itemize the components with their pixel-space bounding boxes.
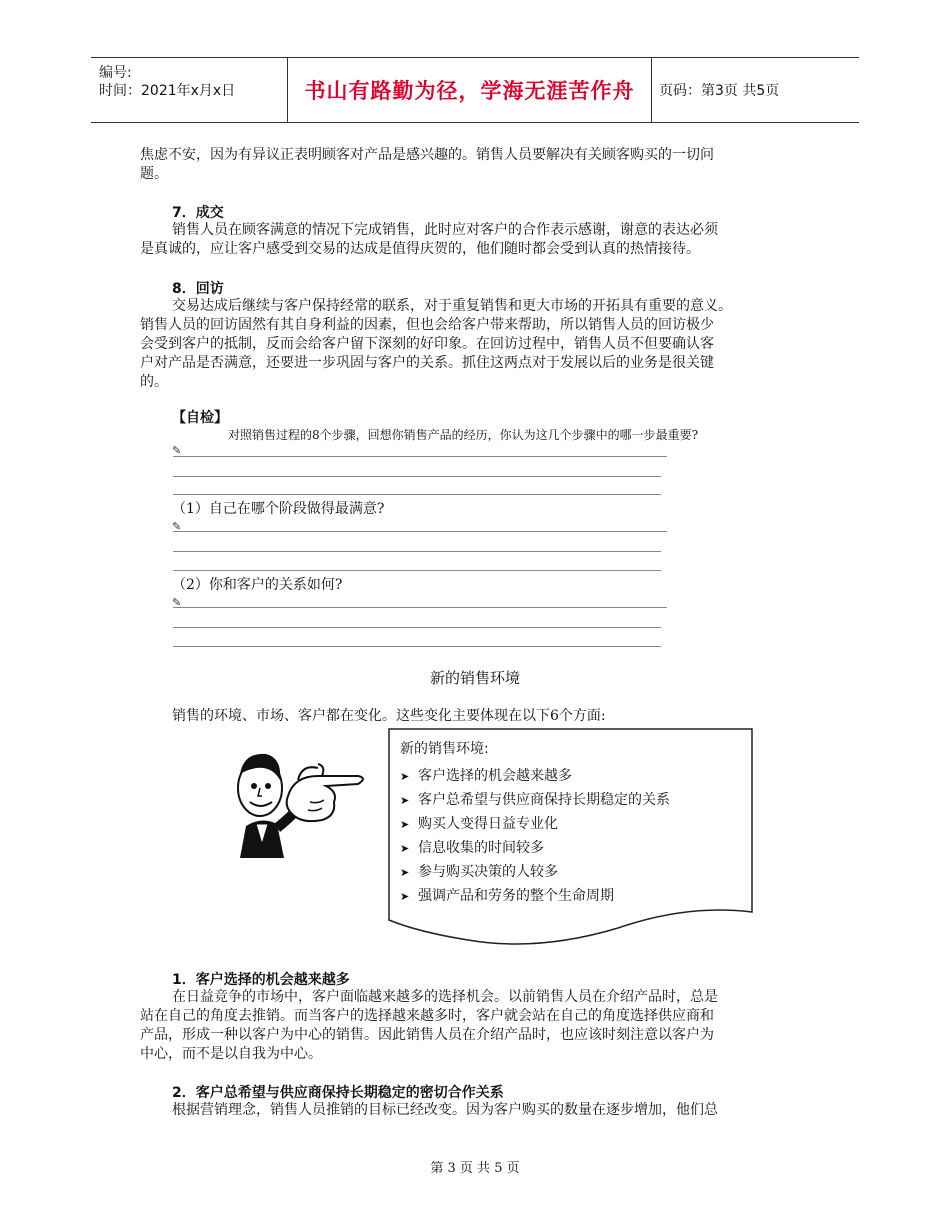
- selfcheck-prompt: 对照销售过程的8个步骤，回想你销售产品的经历，你认为这几个步骤中的哪一步最重要?: [228, 428, 699, 442]
- paragraph-line: 会受到客户的抵制，反而会给客户留下深刻的好印象。在回访过程中，销售人员不但要确认客: [140, 336, 714, 352]
- env-item: [400, 764, 670, 788]
- env-item-label: 客户总希望与供应商保持长期稳定的关系: [418, 792, 670, 808]
- env-item-label: 客户选择的机会越来越多: [418, 768, 572, 784]
- answer-line[interactable]: [173, 570, 661, 571]
- env-intro: 销售的环境、市场、客户都在变化。这些变化主要体现在以下6个方面:: [172, 708, 606, 724]
- env-item-list: [400, 764, 670, 908]
- header-page-info: 页码：第3页 共5页: [659, 83, 780, 99]
- paragraph-line: 的。: [140, 374, 168, 390]
- env-item: [400, 836, 670, 860]
- answer-line[interactable]: [173, 646, 661, 647]
- callout-title: 新的销售环境:: [400, 741, 489, 757]
- arrow-bullet-icon: ➤: [400, 818, 410, 831]
- doc-time-label: 时间：2021年x月x日: [99, 83, 236, 99]
- paragraph-line: 产品，形成一种以客户为中心的销售。因此销售人员在介绍产品时，也应该时刻注意以客户为: [140, 1027, 714, 1043]
- arrow-bullet-icon: ➤: [400, 842, 410, 855]
- section-heading-7: 7．成交: [172, 205, 224, 221]
- paragraph-line: 交易达成后继续与客户保持经常的联系，对于重复销售和更大市场的开拓具有重要的意义。: [172, 298, 732, 314]
- paragraph-line: 销售人员在顾客满意的情况下完成销售，此时应对客户的合作表示感谢，谢意的表达必须: [172, 222, 718, 238]
- page-header: [91, 57, 859, 123]
- env-item-label: 购买人变得日益专业化: [418, 816, 558, 832]
- arrow-bullet-icon: ➤: [400, 890, 410, 903]
- section-heading-1: 1．客户选择的机会越来越多: [172, 972, 350, 988]
- env-item: [400, 860, 670, 884]
- env-item-label: 信息收集的时间较多: [418, 840, 544, 856]
- answer-line[interactable]: [173, 551, 661, 552]
- header-motto: 书山有路勤为径，学海无涯苦作舟: [287, 58, 652, 122]
- paragraph-line: 题。: [140, 166, 168, 182]
- paragraph-line: 站在自己的角度去推销。而当客户的选择越来越多时，客户就会站在自己的角度选择供应商和: [140, 1008, 714, 1024]
- paragraph-line: 销售人员的回访固然有其自身利益的因素，但也会给客户带来帮助，所以销售人员的回访极少: [140, 317, 714, 333]
- paragraph-line: 中心，而不是以自我为中心。: [140, 1046, 322, 1062]
- paragraph-line: 是真诚的，应让客户感受到交易的达成是值得庆贺的，他们随时都会受到认真的热情接待。: [140, 241, 700, 257]
- pen-icon: ✎: [172, 444, 182, 457]
- env-item: [400, 812, 670, 836]
- selfcheck-question-1: （1）自己在哪个阶段做得最满意?: [172, 501, 385, 517]
- cartoon-salesman-illustration: [222, 746, 382, 861]
- env-item-label: 强调产品和劳务的整个生命周期: [418, 888, 614, 904]
- arrow-bullet-icon: ➤: [400, 794, 410, 807]
- selfcheck-title: 【自检】: [172, 410, 228, 426]
- arrow-bullet-icon: ➤: [400, 770, 410, 783]
- paragraph-line: 在日益竞争的市场中，客户面临越来越多的选择机会。以前销售人员在介绍产品时，总是: [172, 989, 718, 1005]
- doc-code-label: 编号:: [99, 65, 132, 81]
- section-heading-8: 8．回访: [172, 281, 224, 297]
- pen-icon: ✎: [172, 596, 182, 609]
- paragraph-line: 根据营销理念，销售人员推销的目标已经改变。因为客户购买的数量在逐步增加，他们总: [172, 1102, 718, 1118]
- env-item: [400, 788, 670, 812]
- selfcheck-question-2: （2）你和客户的关系如何?: [172, 577, 343, 593]
- section-title: 新的销售环境: [429, 669, 520, 687]
- env-item: [400, 884, 670, 908]
- env-item-label: 参与购买决策的人较多: [418, 864, 558, 880]
- answer-line[interactable]: [173, 456, 667, 457]
- answer-line[interactable]: [173, 476, 661, 477]
- answer-line[interactable]: [173, 531, 667, 532]
- paragraph-line: 户对产品是否满意，还要进一步巩固与客户的关系。抓住这两点对于发展以后的业务是很关键: [140, 355, 714, 371]
- pen-icon: ✎: [172, 520, 182, 533]
- section-heading-2: 2．客户总希望与供应商保持长期稳定的密切合作关系: [172, 1085, 504, 1101]
- answer-line[interactable]: [173, 494, 661, 495]
- paragraph-line: 焦虑不安，因为有异议正表明顾客对产品是感兴趣的。销售人员要解决有关顾客购买的一切问: [140, 147, 714, 163]
- page-footer: 第 3 页 共 5 页: [430, 1161, 520, 1176]
- answer-line[interactable]: [173, 627, 661, 628]
- answer-line[interactable]: [173, 607, 667, 608]
- sales-environment-callout: [388, 728, 753, 948]
- arrow-bullet-icon: ➤: [400, 866, 410, 879]
